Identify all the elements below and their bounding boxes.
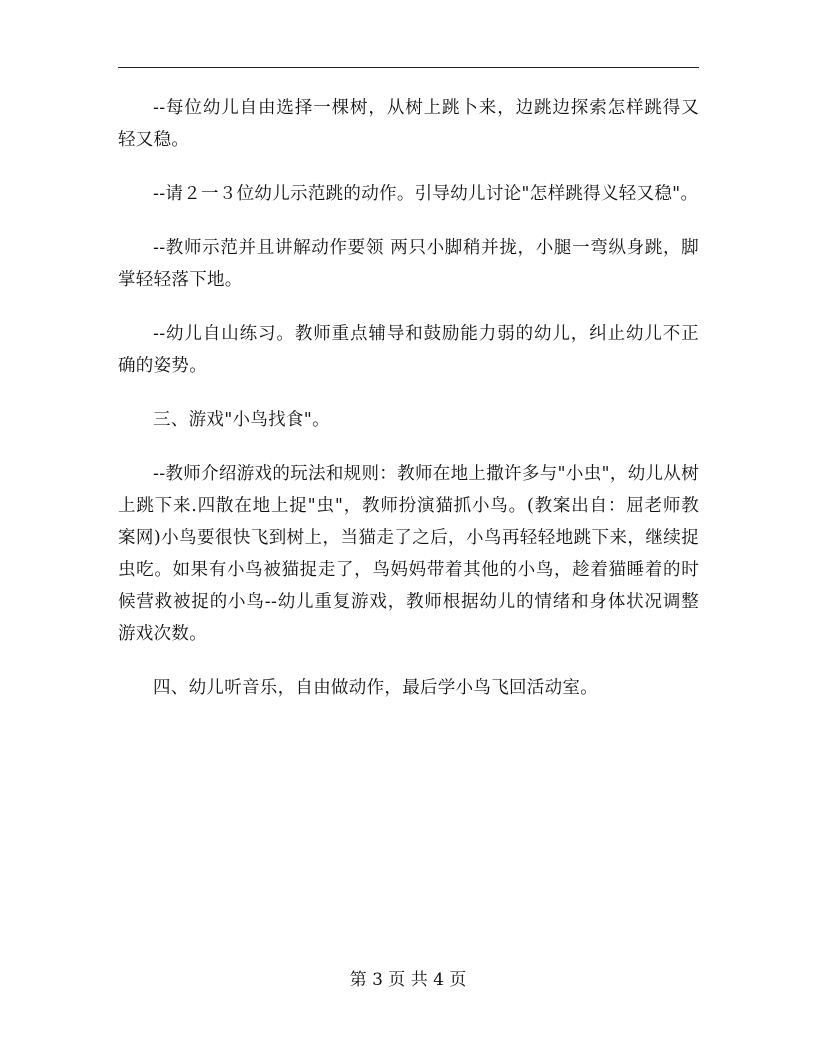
paragraph: --教师介绍游戏的玩法和规则：教师在地上撒许多与"小虫"，幼儿从树上跳下来.四散在地上捉"虫"，教师扮演猫抓小鸟。(教案出自：屈老师教案网)小鸟要很快飞到树上，当猫走了之后，小鸟再轻轻地跳下来，继续捉虫吃。如果有小鸟被猫捉走了，鸟妈妈带着其他的小鸟，趁着猫睡着的时候营救被捉的小鸟--幼儿重复游戏，教师根据幼儿的情绪和身体状况调整游戏次数。 xyxy=(118,464,699,644)
document-body xyxy=(118,92,699,726)
header-rule xyxy=(118,67,699,68)
paragraph: --请２一３位幼儿示范跳的动作。引导幼儿讨论"怎样跳得义轻又稳"。 xyxy=(153,184,699,204)
paragraph: --每位幼儿自由选择一棵树，从树上跳卜来，边跳边探索怎样跳得又轻又稳。 xyxy=(118,98,699,150)
section-heading: 四、幼儿听音乐，自由做动作，最后学小鸟飞回活动室。 xyxy=(153,678,598,698)
page-number: 第 3 页 共 4 页 xyxy=(349,970,467,990)
section-heading: 三、游戏"小鸟找食"。 xyxy=(153,410,330,430)
paragraph: --教师示范并且讲解动作要领 两只小脚稍并拢，小腿一弯纵身跳，脚掌轻轻落下地。 xyxy=(118,238,699,290)
paragraph: --幼儿自山练习。教师重点辅导和鼓励能力弱的幼儿，纠止幼儿不正确的姿势。 xyxy=(118,324,699,376)
